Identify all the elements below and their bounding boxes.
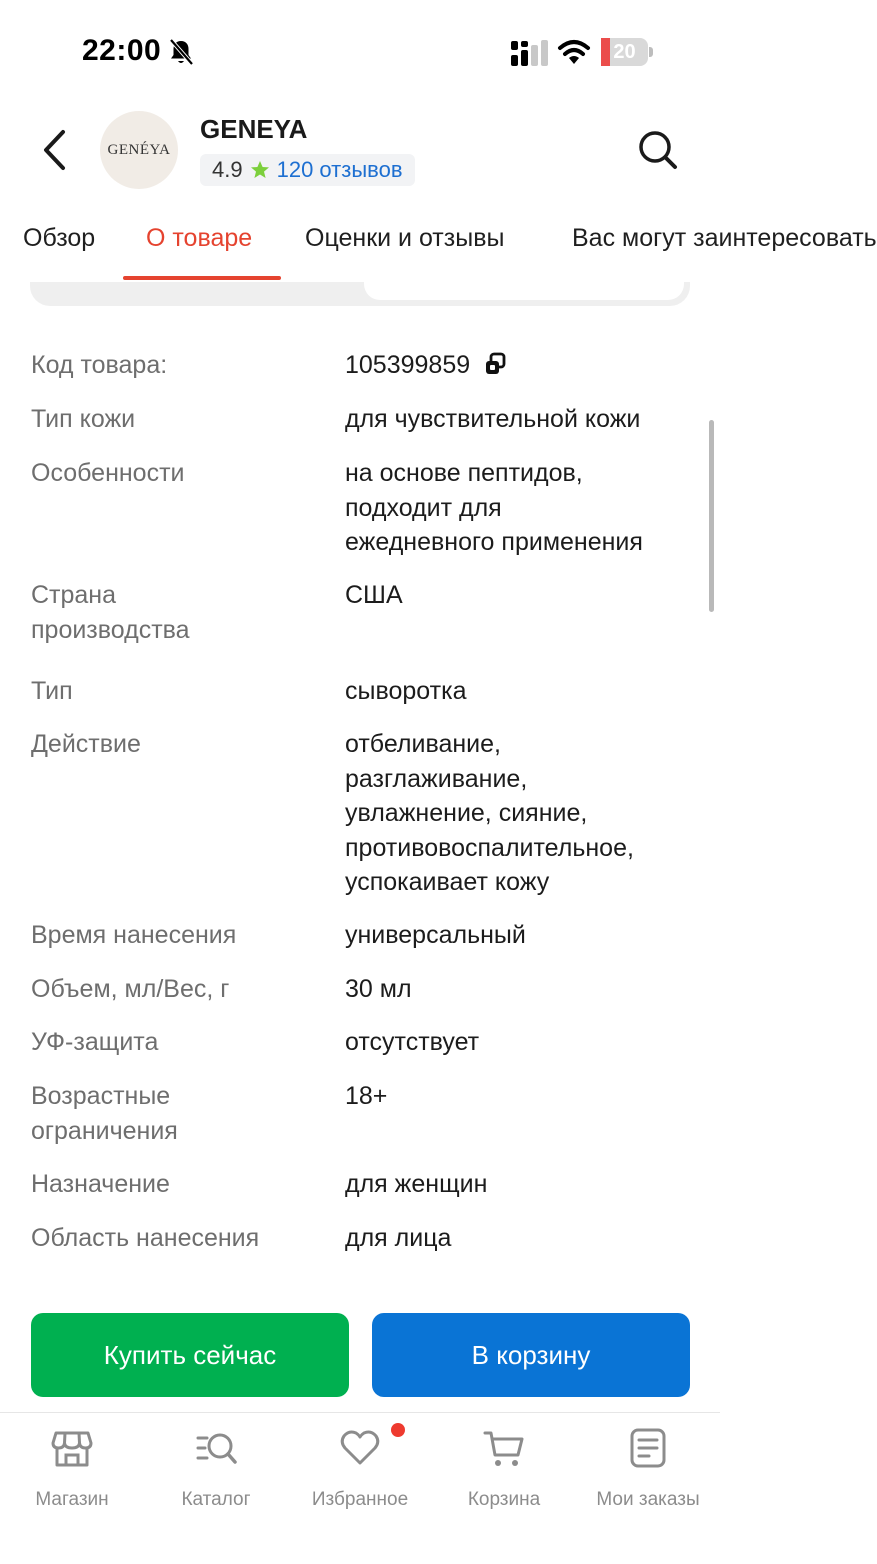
spec-label: Код товара: (31, 351, 168, 379)
spec-label: Время нанесения (31, 921, 237, 949)
spec-label: Тип (31, 677, 73, 705)
spec-label: Действие (31, 730, 141, 758)
favorites-badge (391, 1423, 405, 1437)
status-bar (0, 0, 720, 100)
active-tab-indicator (123, 276, 281, 280)
spec-label: Объем, мл/Вес, г (31, 975, 230, 1003)
nav-label: Мои заказы (596, 1489, 700, 1510)
nav-item-catalog[interactable] (144, 1425, 288, 1525)
store-rating[interactable] (200, 154, 415, 186)
nav-label: Каталог (181, 1489, 251, 1510)
buy-now-button[interactable]: Купить сейчас (31, 1313, 349, 1397)
nav-item-store[interactable] (0, 1425, 144, 1525)
tab-reviews[interactable]: Оценки и отзывы (305, 224, 505, 252)
spec-label-line: производства (31, 615, 190, 644)
status-time: 22:00 (82, 34, 162, 67)
spec-value: для чувствительной кожи (345, 405, 641, 433)
spec-value (345, 456, 690, 560)
tab-overview[interactable]: Обзор (23, 224, 96, 252)
battery-level: 20 (613, 41, 636, 63)
spec-value-line: подходит для (345, 493, 502, 522)
store-logo-text: GENÉYA (107, 141, 171, 158)
scrollbar[interactable] (709, 420, 714, 612)
spec-label (31, 578, 311, 647)
store-icon (51, 1427, 93, 1469)
spec-value: США (345, 581, 403, 609)
star-icon (250, 160, 270, 180)
nav-label: Корзина (467, 1489, 541, 1510)
tab-about-product[interactable]: О товаре (146, 224, 253, 252)
reviews-link: 120 отзывов (276, 157, 403, 182)
spec-value (345, 727, 690, 900)
spec-value: для лица (345, 1224, 452, 1252)
nav-item-favorites[interactable] (288, 1425, 432, 1525)
spec-value-line: увлажнение, сияние, (345, 799, 588, 827)
sku-value: 105399859 (345, 351, 471, 379)
spec-value-line: успокаивает кожу (345, 868, 550, 896)
search-icon (637, 129, 679, 171)
add-to-cart-button[interactable]: В корзину (372, 1313, 690, 1397)
heart-icon (339, 1427, 381, 1469)
spec-value: 18+ (345, 1082, 388, 1110)
spec-value-line: отбеливание, (345, 730, 501, 758)
spec-value: отсутствует (345, 1028, 480, 1056)
battery-icon (601, 38, 653, 66)
nav-label: Магазин (35, 1489, 109, 1510)
spec-value: универсальный (345, 921, 526, 949)
signal-icon (511, 40, 549, 66)
store-header (0, 100, 720, 200)
spec-label-line: Страна (31, 581, 117, 609)
spec-value-line: ежедневного применения (345, 528, 643, 556)
orders-icon (627, 1427, 669, 1469)
chevron-left-icon (41, 128, 67, 172)
spec-label-line: ограничения (31, 1116, 178, 1145)
rating-value: 4.9 (212, 157, 243, 182)
tab-recommendations[interactable]: Вас могут заинтересовать (572, 224, 877, 252)
spec-value-line: разглаживание, (345, 764, 528, 793)
bottom-navigation (0, 1412, 720, 1564)
search-button[interactable] (632, 124, 684, 176)
spec-label (31, 1079, 311, 1148)
store-logo[interactable] (100, 111, 178, 189)
nav-label: Избранное (311, 1489, 409, 1510)
store-name[interactable]: GENEYA (200, 114, 308, 144)
wifi-icon (557, 38, 591, 66)
spec-value: 30 мл (345, 975, 412, 1003)
spec-value-line: противовоспалительное, (345, 833, 634, 862)
back-button[interactable] (30, 124, 78, 176)
spec-value: для женщин (345, 1170, 488, 1198)
spec-label-line: Возрастные (31, 1082, 171, 1110)
spec-value: сыворотка (345, 677, 467, 705)
bell-off-icon (168, 38, 194, 66)
catalog-search-icon (195, 1427, 237, 1469)
spec-label: Особенности (31, 459, 185, 487)
spec-value-line: на основе пептидов, (345, 459, 583, 487)
nav-item-orders[interactable] (576, 1425, 720, 1525)
spec-label: Тип кожи (31, 405, 136, 433)
nav-item-cart[interactable] (432, 1425, 576, 1525)
spec-value-sku (345, 348, 690, 383)
section-tabs (0, 212, 877, 282)
spec-label: Область нанесения (31, 1224, 260, 1252)
copy-icon[interactable] (484, 353, 506, 375)
cart-icon (483, 1427, 525, 1469)
spec-label: УФ-защита (31, 1028, 159, 1056)
spec-label: Назначение (31, 1170, 170, 1198)
